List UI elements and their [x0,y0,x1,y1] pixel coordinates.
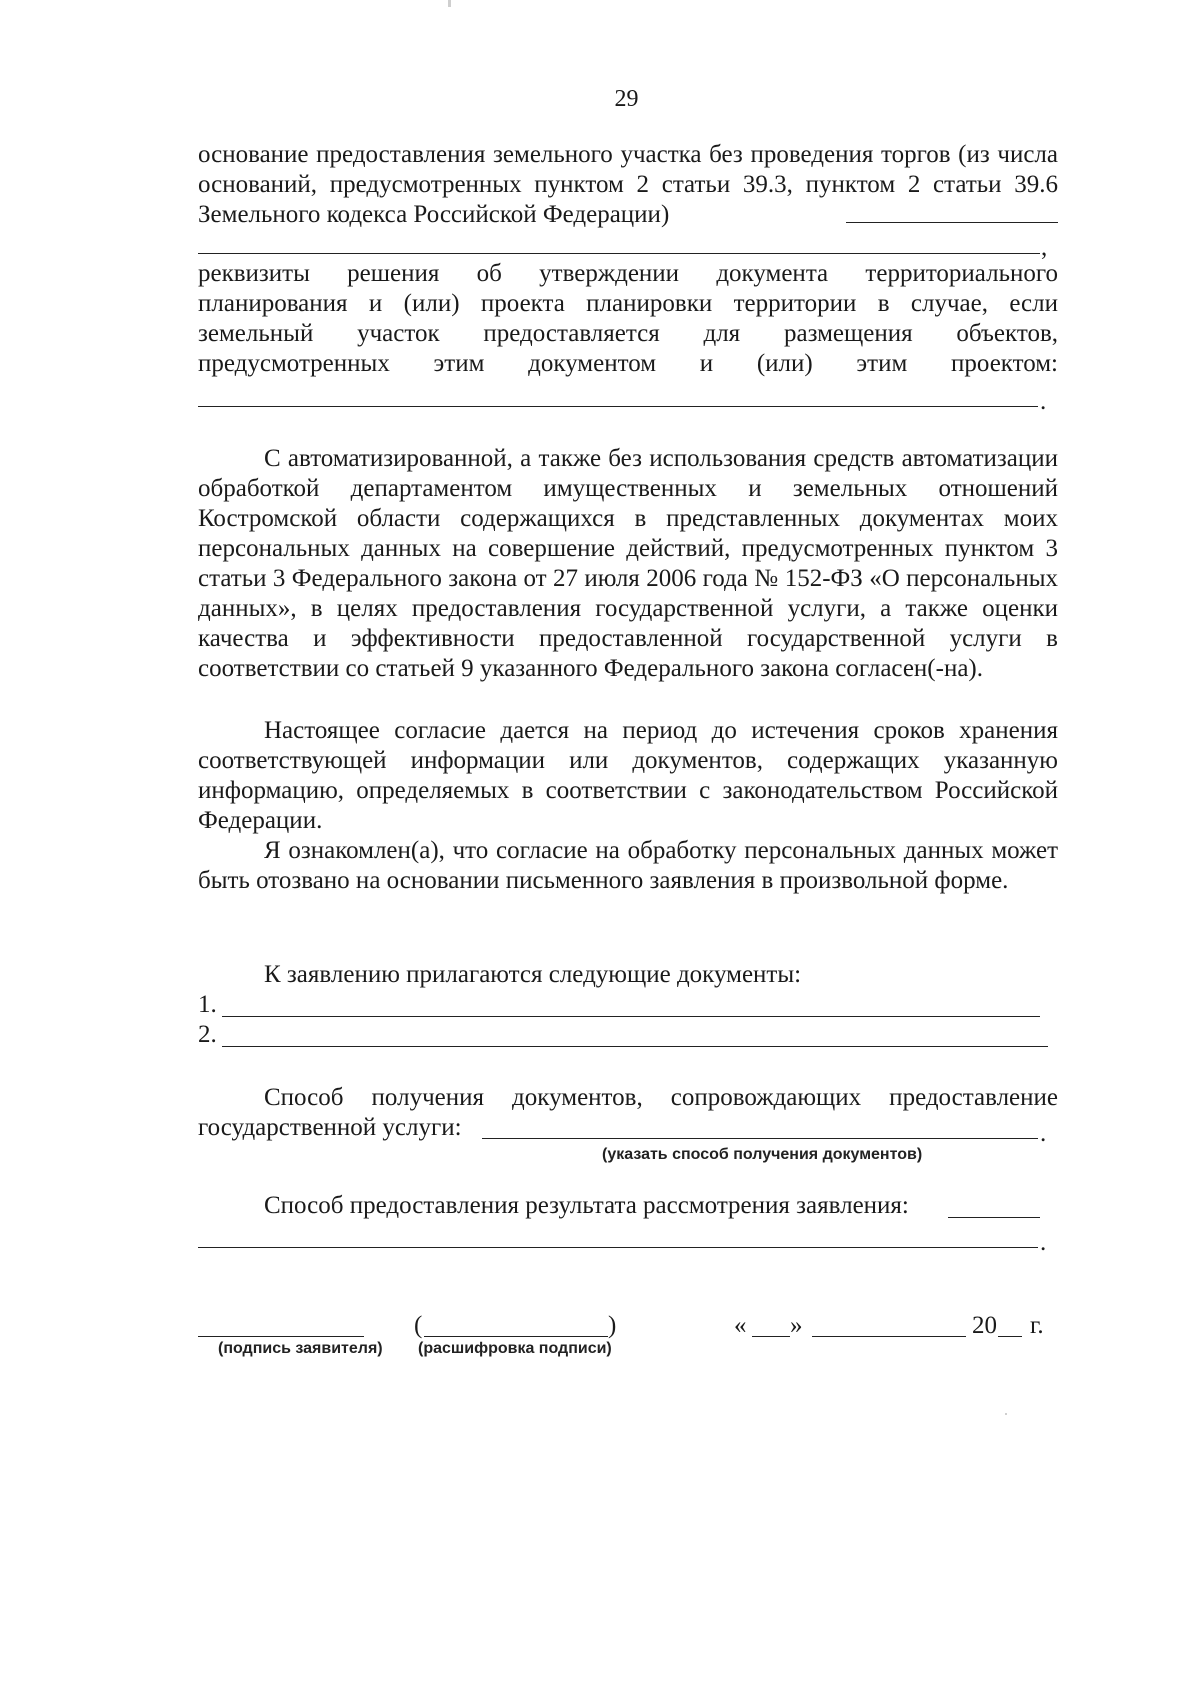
attachment-item-1-number: 1. [198,991,217,1018]
document-receipt-method-label-continued: государственной услуги: [198,1114,462,1141]
personal-data-consent-paragraph: С автоматизированной, а также без использования средств автоматизации обработкой департаментом имущественных и земельных отношений Костромской области содержащихся в представленных документах моих персональных данных на совершение действий, предусмотренных пунктом 3 статьи 3 Федерального закона от 27 июля 2006 года № 152-ФЗ «О персональных данных», в целях предоставления государственной услуги, а также оценки качества и эффективности предоставленной государственной услуги в соответствии со статьей 9 указанного Федерального закона согласен(-на). [198,445,1058,682]
consent-revocation-paragraph: Я ознакомлен(а), что согласие на обработку персональных данных может быть отозвано на основании письменного заявления в произвольной форме. [198,837,1058,894]
attachment-item-1-field[interactable] [222,1016,1040,1017]
document-receipt-method-field[interactable] [482,1138,1038,1139]
planning-document-details-text: реквизиты решения об утверждении документа территориального планирования и (или) проекта планировки территории в случае, если земельный участок предоставляется для размещения объектов, предусмотренных этим документом и (или) этим проектом: [198,260,1058,377]
result-delivery-method-field-continued[interactable] [198,1247,1038,1248]
signature-decode-open-paren: ( [414,1312,423,1339]
date-day-field[interactable] [752,1336,790,1337]
land-plot-basis-field-continued[interactable] [198,253,1040,254]
land-plot-basis-field[interactable] [846,222,1058,223]
scan-speck-right [1005,1413,1007,1415]
signature-decode-field[interactable] [424,1336,608,1337]
page-number: 29 [614,86,639,112]
attachments-heading: К заявлению прилагаются следующие документы: [264,961,802,988]
attachment-item-2-field[interactable] [222,1046,1048,1047]
planning-document-details-period: . [1040,388,1047,415]
applicant-signature-field[interactable] [198,1336,364,1337]
consent-period-paragraph: Настоящее согласие дается на период до истечения сроков хранения соответствующей информации или документов, содержащих указанную информацию, определяемых в соответствии с законодательством Российской Федерации. [198,717,1058,834]
attachment-item-2-number: 2. [198,1021,217,1048]
result-delivery-method-field[interactable] [948,1217,1040,1218]
signature-decode-caption: (расшифровка подписи) [418,1340,612,1357]
date-month-field[interactable] [812,1336,966,1337]
signature-decode-close-paren: ) [608,1312,617,1339]
land-plot-basis-comma: , [1041,234,1048,261]
date-year-suffix: г. [1030,1312,1044,1339]
land-plot-basis-text: основание предоставления земельного участка без проведения торгов (из числа оснований, предусмотренных пунктом 2 статьи 39.3, пунктом 2 статьи 39.6 Земельного кодекса Российской Федерации) [198,141,1058,228]
document-receipt-method-label: Способ получения документов, сопровождающих предоставление [264,1084,1058,1111]
date-year-field[interactable] [998,1336,1022,1337]
planning-document-details-field[interactable] [198,406,1038,407]
result-delivery-method-label: Способ предоставления результата рассмотрения заявления: [264,1192,909,1219]
date-quote-close: » [790,1312,803,1339]
result-delivery-method-period: . [1040,1229,1047,1256]
document-receipt-method-hint: (указать способ получения документов) [602,1146,923,1163]
date-quote-open: « [734,1312,747,1339]
applicant-signature-caption: (подпись заявителя) [218,1340,383,1357]
date-year-prefix: 20 [972,1312,997,1339]
scan-speck-top [448,0,451,7]
document-receipt-method-period: . [1040,1120,1047,1147]
